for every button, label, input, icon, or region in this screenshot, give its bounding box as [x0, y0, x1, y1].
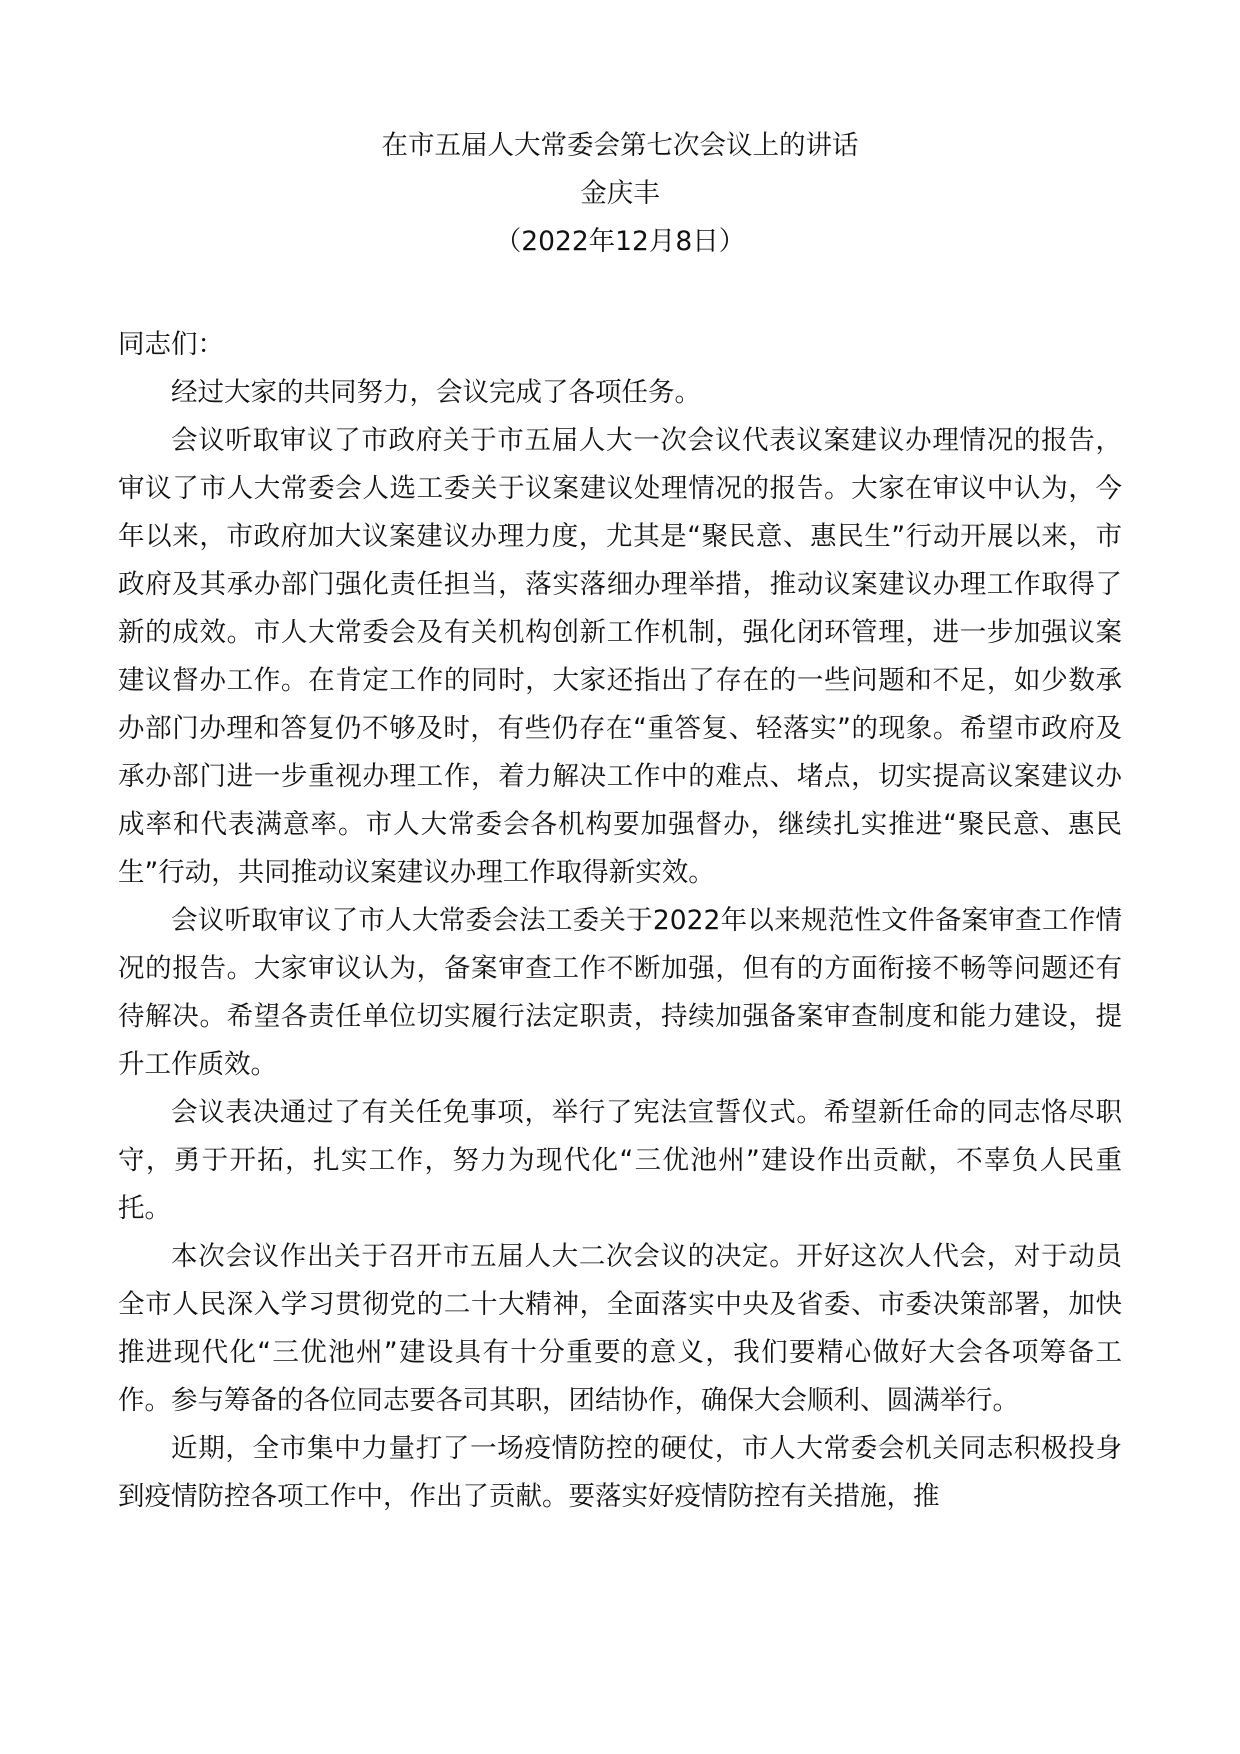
paragraph-1: 经过大家的共同努力，会议完成了各项任务。	[171, 377, 701, 408]
document-title: 在市五届人大常委会第七次会议上的讲话	[381, 130, 859, 161]
document-header	[118, 122, 1122, 266]
document-body	[118, 369, 1122, 1521]
document-author: 金庆丰	[580, 178, 660, 209]
paragraph-4: 会议表决通过了有关任免事项，举行了宪法宣誓仪式。希望新任命的同志恪尽职守，勇于开拓，扎实工作，努力为现代化“三优池州”建设作出贡献，不辜负人民重托。	[118, 1097, 1122, 1224]
paragraph-6: 近期，全市集中力量打了一场疫情防控的硬仗，市人大常委会机关同志积极投身到疫情防控各项工作中，作出了贡献。要落实好疫情防控有关措施，推	[118, 1433, 1122, 1512]
salutation: 同志们：	[118, 329, 224, 360]
paragraph-2: 会议听取审议了市政府关于市五届人大一次会议代表议案建议办理情况的报告，审议了市人大常委会人选工委关于议案建议处理情况的报告。大家在审议中认为，今年以来，市政府加大议案建议办理力度，尤其是“聚民意、惠民生”行动开展以来，市政府及其承办部门强化责任担当，落实落细办理举措，推动议案建议办理工作取得了新的成效。市人大常委会及有关机构创新工作机制，强化闭环管理，进一步加强议案建议督办工作。在肯定工作的同时，大家还指出了存在的一些问题和不足，如少数承办部门办理和答复仍不够及时，有些仍存在“重答复、轻落实”的现象。希望市政府及承办部门进一步重视办理工作，着力解决工作中的难点、堵点，切实提高议案建议办成率和代表满意率。市人大常委会各机构要加强督办，继续扎实推进“聚民意、惠民生”行动，共同推动议案建议办理工作取得新实效。	[118, 425, 1122, 888]
paragraph-3: 会议听取审议了市人大常委会法工委关于2022年以来规范性文件备案审查工作情况的报告。大家审议认为，备案审查工作不断加强，但有的方面衔接不畅等问题还有待解决。希望各责任单位切实履行法定职责，持续加强备案审查制度和能力建设，提升工作质效。	[118, 905, 1122, 1080]
paragraph-5: 本次会议作出关于召开市五届人大二次会议的决定。开好这次人代会，对于动员全市人民深入学习贯彻党的二十大精神，全面落实中央及省委、市委决策部署，加快推进现代化“三优池州”建设具有十分重要的意义，我们要精心做好大会各项筹备工作。参与筹备的各位同志要各司其职，团结协作，确保大会顺利、圆满举行。	[118, 1241, 1122, 1416]
document-page	[118, 122, 1122, 1521]
document-date: （2022年12月8日）	[494, 226, 746, 257]
